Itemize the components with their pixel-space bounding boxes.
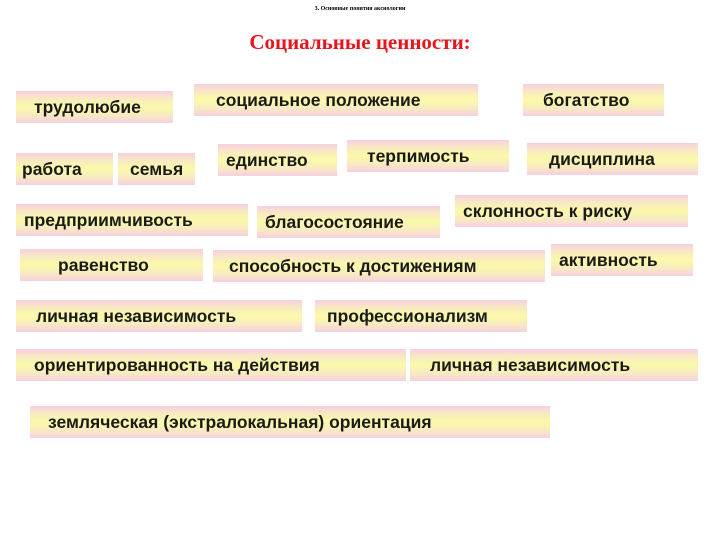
value-tag-unity: единство: [218, 144, 337, 176]
value-tag-family: семья: [118, 153, 195, 185]
value-tag-activity: активность: [551, 244, 693, 276]
value-tag-regional-orientation: земляческая (экстралокальная) ориентация: [30, 406, 550, 438]
value-tag-well-being: благосостояние: [257, 206, 440, 238]
value-tag-wealth: богатство: [523, 84, 664, 116]
value-tag-action-orientation: ориентированность на действия: [16, 349, 406, 381]
value-tag-entrepreneurship: предприимчивость: [16, 204, 248, 236]
value-tag-work: работа: [16, 153, 113, 185]
value-tag-hard-work: трудолюбие: [16, 91, 173, 123]
value-tag-achievement: способность к достижениям: [213, 250, 545, 282]
slide-header: 3. Основные понятия аксиологии: [314, 6, 406, 12]
value-tag-personal-independence-1: личная независимость: [16, 300, 302, 332]
value-tag-social-status: социальное положение: [194, 84, 478, 116]
value-tag-risk-propensity: склонность к риску: [455, 195, 688, 227]
value-tag-discipline: дисциплина: [527, 143, 698, 175]
value-tag-tolerance: терпимость: [347, 140, 509, 172]
value-tag-equality: равенство: [20, 249, 203, 281]
value-tag-personal-independence-2: личная независимость: [410, 349, 698, 381]
value-tag-professionalism: профессионализм: [315, 300, 527, 332]
slide-title: Социальные ценности:: [249, 30, 471, 54]
